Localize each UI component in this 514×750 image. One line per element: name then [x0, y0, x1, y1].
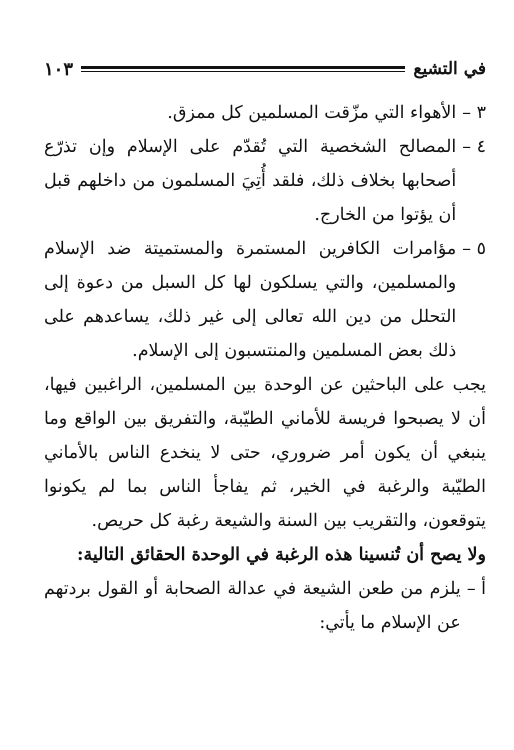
list-item-text: مؤامرات الكافرين المستمرة والمستميتة ضد الإسلام والمسلمين، والتي يسلكون لها كل السبل من دعوة إلى التحلل من دين الله تعالى إلى غير ذلك، يساعدهم على ذلك بعض المسلمين والمنتسبون إلى الإسلام.: [44, 239, 457, 361]
running-title: في التشيع: [413, 59, 486, 79]
page-header: [44, 52, 486, 86]
point-a: [44, 572, 486, 640]
list-item-4: [44, 130, 486, 232]
page-number: ١٠٣: [44, 58, 74, 80]
list-item-text: الأهواء التي مزّقت المسلمين كل ممزق.: [167, 103, 457, 123]
list-item-number: ٣ –: [462, 103, 486, 123]
list-item-3: [44, 96, 486, 130]
book-page: [44, 52, 486, 640]
list-item-number: ٤ –: [462, 137, 486, 157]
list-item-5: [44, 232, 486, 368]
list-item-number: ٥ –: [462, 239, 486, 259]
body-paragraph: يجب على الباحثين عن الوحدة بين المسلمين، الراغبين فيها، أن لا يصبحوا فريسة للأماني الطيّبة، والتفريق بين الواقع وما ينبغي أن يكون أمر ضروري، حتى لا ينخدع الناس بالأماني الطيّبة والرغبة في الخير، ثم يفاجأ الناس بما لم يكونوا يتوقعون، والتقريب بين السنة والشيعة رغبة كل حريص.: [44, 375, 486, 531]
bold-heading: ولا يصح أن تُنسينا هذه الرغبة في الوحدة الحقائق التالية:: [77, 545, 486, 565]
point-a-label: أ –: [466, 579, 486, 599]
list-item-text: المصالح الشخصية التي تُقدّم على الإسلام وإن تذرّع أصحابها بخلاف ذلك، فلقد أُتِيَ المسلمون من داخلهم قبل أن يؤتوا من الخارج.: [44, 137, 457, 225]
header-rule: [81, 66, 405, 72]
point-a-text: يلزم من طعن الشيعة في عدالة الصحابة أو القول بردتهم عن الإسلام ما يأتي:: [44, 579, 461, 633]
